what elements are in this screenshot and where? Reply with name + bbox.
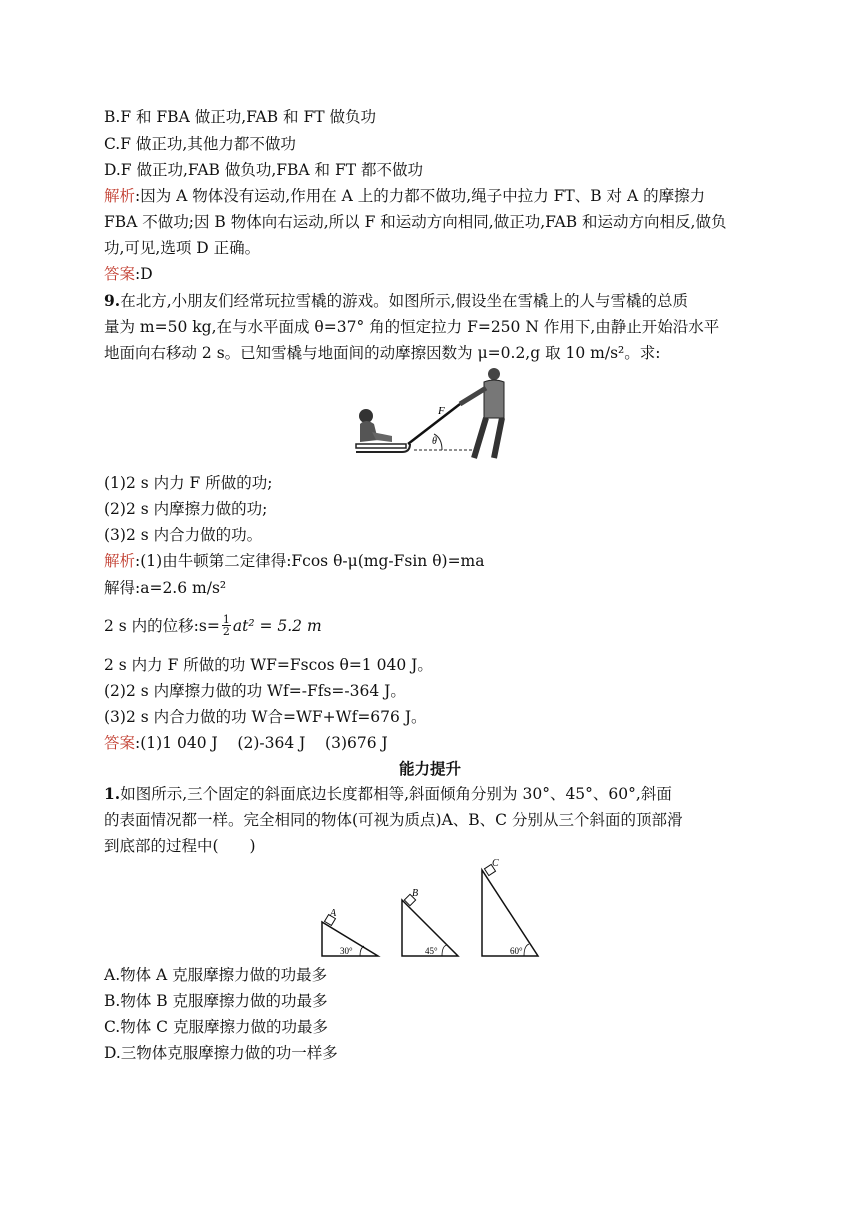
angle-30: 30° <box>340 946 353 956</box>
angle-60: 60° <box>510 946 523 956</box>
q1-stem-line-3: 到底部的过程中( ) <box>104 837 256 855</box>
answer-text: :D <box>135 265 153 283</box>
q9-answer-line <box>104 732 388 754</box>
q9-stem-line-1 <box>104 290 688 312</box>
analysis-label: 解析 <box>104 187 136 205</box>
q9-solution-5: (2)2 s 内摩擦力做的功 Wf=-Ffs=-364 J。 <box>104 682 406 700</box>
inclines-figure <box>316 858 546 960</box>
angle-45: 45° <box>425 946 438 956</box>
option-d: D.F 做正功,FAB 做负功,FBA 和 FT 都不做功 <box>104 161 423 179</box>
q9-solution-2: 解得:a=2.6 m/s² <box>104 579 227 597</box>
q1-option-b: B.物体 B 克服摩擦力做的功最多 <box>104 992 328 1010</box>
q1-stem-line-2: 的表面情况都一样。完全相同的物体(可视为质点)A、B、C 分别从三个斜面的顶部滑 <box>104 811 683 829</box>
q1-number: 1. <box>104 784 121 803</box>
q9-stem-line-2: 量为 m=50 kg,在与水平面成 θ=37° 角的恒定拉力 F=250 N 作用下,由静止开始沿水平 <box>104 318 720 336</box>
label-a: A <box>330 908 337 919</box>
option-b: B.F 和 FBA 做正功,FAB 和 FT 做负功 <box>104 108 376 126</box>
fraction-denominator: 2 <box>222 625 230 638</box>
force-label: F <box>438 405 445 417</box>
sled-figure <box>352 368 512 464</box>
q9-solution-6: (3)2 s 内合力做的功 W合=WF+Wf=676 J。 <box>104 708 427 726</box>
q9-solution-3-post: at² = 5.2 m <box>232 616 322 635</box>
q9-stem-line-3: 地面向右移动 2 s。已知雪橇与地面间的动摩擦因数为 μ=0.2,g 取 10 m/s²。求: <box>104 344 661 362</box>
q9-number: 9. <box>104 291 121 310</box>
label-b: B <box>412 888 419 899</box>
q9-sub-2: (2)2 s 内摩擦力做的功; <box>104 500 268 518</box>
q1-option-c: C.物体 C 克服摩擦力做的功最多 <box>104 1018 328 1036</box>
q9-solution-4: 2 s 内力 F 所做的功 WF=Fscos θ=1 040 J。 <box>104 656 433 674</box>
q9-solution-1 <box>104 550 485 572</box>
q9-solution-1-text: :(1)由牛顿第二定律得:Fcos θ-μ(mg-Fsin θ)=ma <box>135 552 485 570</box>
option-c: C.F 做正功,其他力都不做功 <box>104 135 296 153</box>
q9-sub-1: (1)2 s 内力 F 所做的功; <box>104 474 273 492</box>
answer-label: 答案 <box>104 265 136 283</box>
analysis-text: :因为 A 物体没有运动,作用在 A 上的力都不做功,绳子中拉力 FT、B 对 A 的摩擦力 <box>135 187 706 205</box>
q9-answer-text: :(1)1 040 J (2)-364 J (3)676 J <box>135 734 388 752</box>
q9-answer-label: 答案 <box>104 734 136 752</box>
analysis-line-1 <box>104 185 705 207</box>
section-title: 能力提升 <box>398 760 461 778</box>
fraction-half <box>222 614 231 637</box>
analysis-line-2: FBA 不做功;因 B 物体向右运动,所以 F 和运动方向相同,做正功,FAB 和运动方向相反,做负 <box>104 213 727 231</box>
analysis-line-3: 功,可见,选项 D 正确。 <box>104 239 261 257</box>
q1-option-d: D.三物体克服摩擦力做的功一样多 <box>104 1044 338 1062</box>
q9-analysis-label: 解析 <box>104 552 136 570</box>
angle-label: θ <box>432 436 437 447</box>
q1-stem-line-1 <box>104 783 672 805</box>
answer-line <box>104 263 153 285</box>
fraction-numerator: 1 <box>222 613 230 626</box>
q9-sub-3: (3)2 s 内合力做的功。 <box>104 526 263 544</box>
q9-solution-3-pre: 2 s 内的位移:s= <box>104 616 220 635</box>
q1-option-a: A.物体 A 克服摩擦力做的功最多 <box>104 966 328 984</box>
label-c: C <box>492 858 499 869</box>
q9-stem-text: 在北方,小朋友们经常玩拉雪橇的游戏。如图所示,假设坐在雪橇上的人与雪橇的总质 <box>120 292 689 310</box>
q1-stem-text: 如图所示,三个固定的斜面底边长度都相等,斜面倾角分别为 30°、45°、60°,斜面 <box>120 785 672 803</box>
q9-solution-3 <box>104 614 322 637</box>
